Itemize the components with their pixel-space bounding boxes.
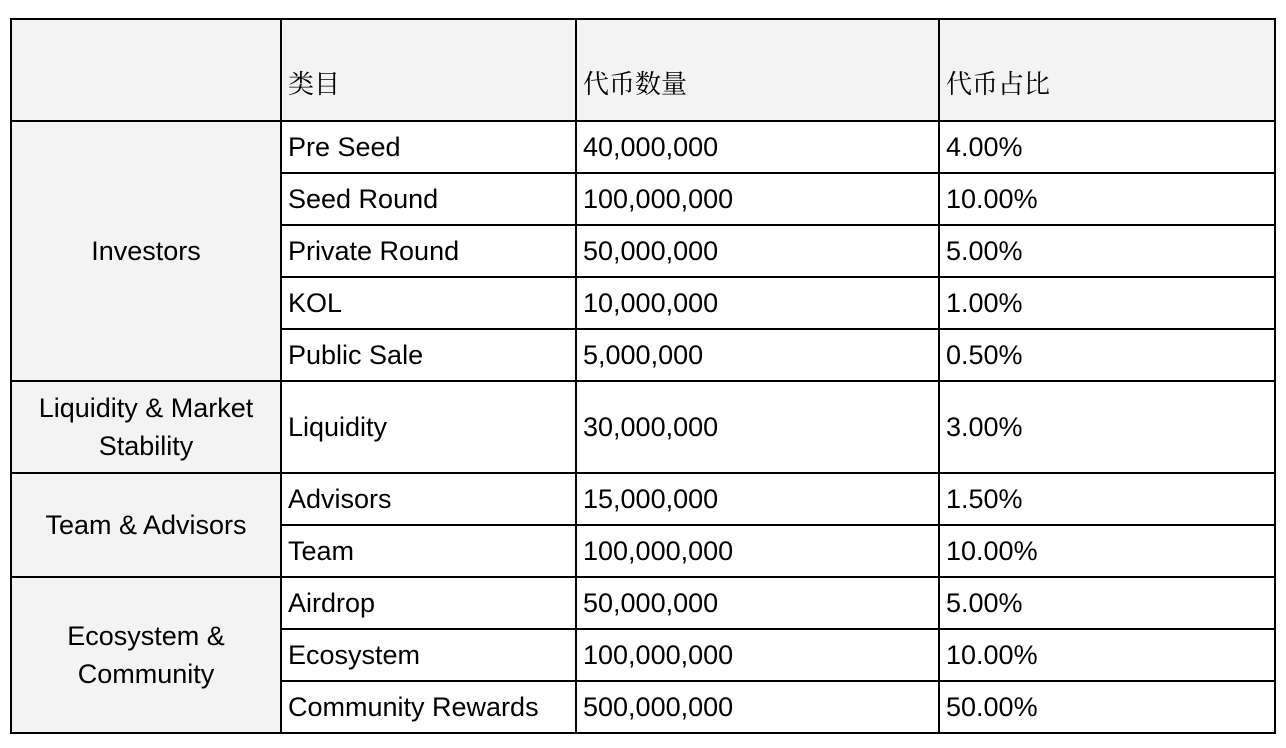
share-cell: 3.00% (939, 381, 1275, 473)
amount-cell: 40,000,000 (576, 121, 939, 173)
share-cell: 1.00% (939, 277, 1275, 329)
category-cell: Advisors (281, 473, 576, 525)
token-allocation-table (10, 18, 1276, 734)
amount-cell: 100,000,000 (576, 525, 939, 577)
amount-cell: 50,000,000 (576, 577, 939, 629)
table-row (11, 121, 1275, 173)
amount-cell: 500,000,000 (576, 681, 939, 733)
share-cell: 10.00% (939, 629, 1275, 681)
category-cell: KOL (281, 277, 576, 329)
category-cell: Liquidity (281, 381, 576, 473)
table-row (11, 381, 1275, 473)
category-cell: Ecosystem (281, 629, 576, 681)
amount-cell: 30,000,000 (576, 381, 939, 473)
group-cell-ecosystem: Ecosystem & Community (11, 577, 281, 733)
amount-cell: 100,000,000 (576, 173, 939, 225)
group-cell-team: Team & Advisors (11, 473, 281, 577)
header-token-share: 代币占比 (939, 19, 1275, 121)
share-cell: 4.00% (939, 121, 1275, 173)
table-body (11, 121, 1275, 733)
header-row (11, 19, 1275, 121)
share-cell: 50.00% (939, 681, 1275, 733)
share-cell: 10.00% (939, 173, 1275, 225)
share-cell: 10.00% (939, 525, 1275, 577)
category-cell: Seed Round (281, 173, 576, 225)
amount-cell: 50,000,000 (576, 225, 939, 277)
category-cell: Community Rewards (281, 681, 576, 733)
amount-cell: 100,000,000 (576, 629, 939, 681)
group-cell-investors: Investors (11, 121, 281, 381)
header-group (11, 19, 281, 121)
amount-cell: 15,000,000 (576, 473, 939, 525)
table-header (11, 19, 1275, 121)
category-cell: Public Sale (281, 329, 576, 381)
share-cell: 5.00% (939, 577, 1275, 629)
header-token-amount: 代币数量 (576, 19, 939, 121)
share-cell: 0.50% (939, 329, 1275, 381)
share-cell: 5.00% (939, 225, 1275, 277)
header-category: 类目 (281, 19, 576, 121)
category-cell: Airdrop (281, 577, 576, 629)
table-row (11, 577, 1275, 629)
category-cell: Pre Seed (281, 121, 576, 173)
group-cell-liquidity: Liquidity & Market Stability (11, 381, 281, 473)
amount-cell: 5,000,000 (576, 329, 939, 381)
category-cell: Private Round (281, 225, 576, 277)
share-cell: 1.50% (939, 473, 1275, 525)
amount-cell: 10,000,000 (576, 277, 939, 329)
category-cell: Team (281, 525, 576, 577)
table-row (11, 473, 1275, 525)
